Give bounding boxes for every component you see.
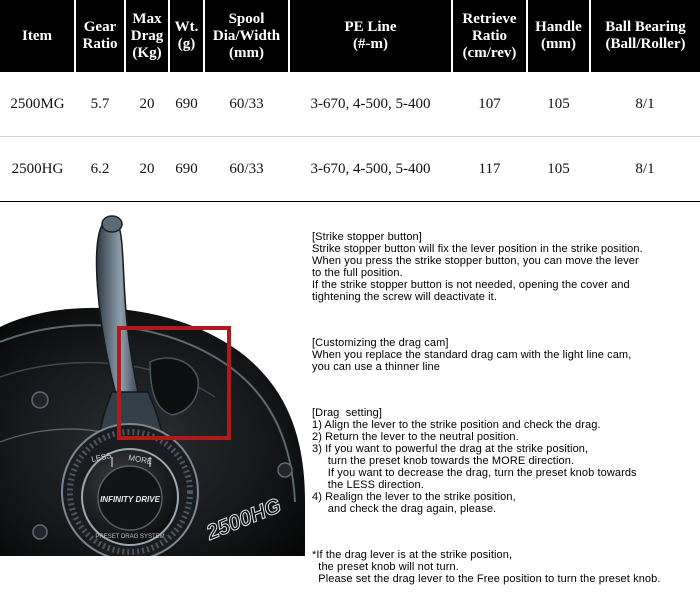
cell-item: 2500HG	[0, 137, 75, 202]
cell-weight: 690	[169, 72, 204, 137]
cell-pe-line: 3-670, 4-500, 5-400	[289, 72, 452, 137]
drag-cam-section: [Customizing the drag cam] When you replace the standard drag cam with the light line cam, you can use a thinner line	[312, 337, 632, 373]
cell-max-drag: 20	[125, 137, 169, 202]
header-item: Item	[0, 0, 75, 72]
cell-pe-line: 3-670, 4-500, 5-400	[289, 137, 452, 202]
header-pe-line: PE Line (#-m)	[289, 0, 452, 72]
reel-illustration	[0, 202, 305, 556]
spec-table	[0, 0, 700, 202]
dial-label-more: MORE	[127, 453, 153, 467]
cell-item: 2500MG	[0, 72, 75, 137]
screw-icon	[32, 392, 48, 408]
header-gear-ratio: Gear Ratio	[75, 0, 125, 72]
knob-brand: INFINITY DRIVE	[100, 495, 160, 504]
cell-max-drag: 20	[125, 72, 169, 137]
cell-ball-bearing: 8/1	[590, 137, 700, 202]
knob-ring-text: PRESET DRAG SYSTEM	[95, 534, 165, 540]
cell-handle: 105	[527, 72, 590, 137]
header-handle: Handle (mm)	[527, 0, 590, 72]
dial-label-less: LESS	[90, 450, 113, 464]
header-ball-bearing: Ball Bearing (Ball/Roller)	[590, 0, 700, 72]
cell-weight: 690	[169, 137, 204, 202]
instruction-notes	[312, 207, 698, 607]
cell-ball-bearing: 8/1	[590, 72, 700, 137]
cell-spool: 60/33	[204, 137, 289, 202]
table-row	[0, 72, 700, 137]
header-weight: Wt. (g)	[169, 0, 204, 72]
spec-header-row	[0, 0, 700, 72]
cell-retrieve-ratio: 107	[452, 72, 527, 137]
header-spool: Spool Dia/Width (mm)	[204, 0, 289, 72]
screw-icon	[33, 525, 47, 539]
screw-icon	[278, 463, 292, 477]
reel-photo	[0, 202, 305, 556]
cell-spool: 60/33	[204, 72, 289, 137]
footnote-section: *If the drag lever is at the strike position, the preset knob will not turn. Please set the drag lever to the Free position to turn the preset knob.	[312, 549, 661, 585]
drag-setting-section: [Drag setting] 1) Align the lever to the strike position and check the drag. 2) Return the lever to the neutral position. 3) If you want to powerful the drag at the strike position, turn the preset knob towards the MORE direction. If you want to decrease the drag, turn the preset knob towards the LESS direction. 4) Realign the lever to the strike position, and check the drag again, please.	[312, 407, 637, 515]
header-retrieve-ratio: Retrieve Ratio (cm/rev)	[452, 0, 527, 72]
header-max-drag: Max Drag (Kg)	[125, 0, 169, 72]
cell-retrieve-ratio: 117	[452, 137, 527, 202]
cell-gear-ratio: 5.7	[75, 72, 125, 137]
cell-gear-ratio: 6.2	[75, 137, 125, 202]
table-row	[0, 137, 700, 202]
strike-stopper-section: [Strike stopper button] Strike stopper button will fix the lever position in the strike position. When you press the strike stopper button, you can move the lever to the full position. If the strike stopper button is not needed, opening the cover and tightening the screw will deactivate it.	[312, 231, 643, 303]
cell-handle: 105	[527, 137, 590, 202]
model-label: 2500HG	[203, 494, 285, 545]
